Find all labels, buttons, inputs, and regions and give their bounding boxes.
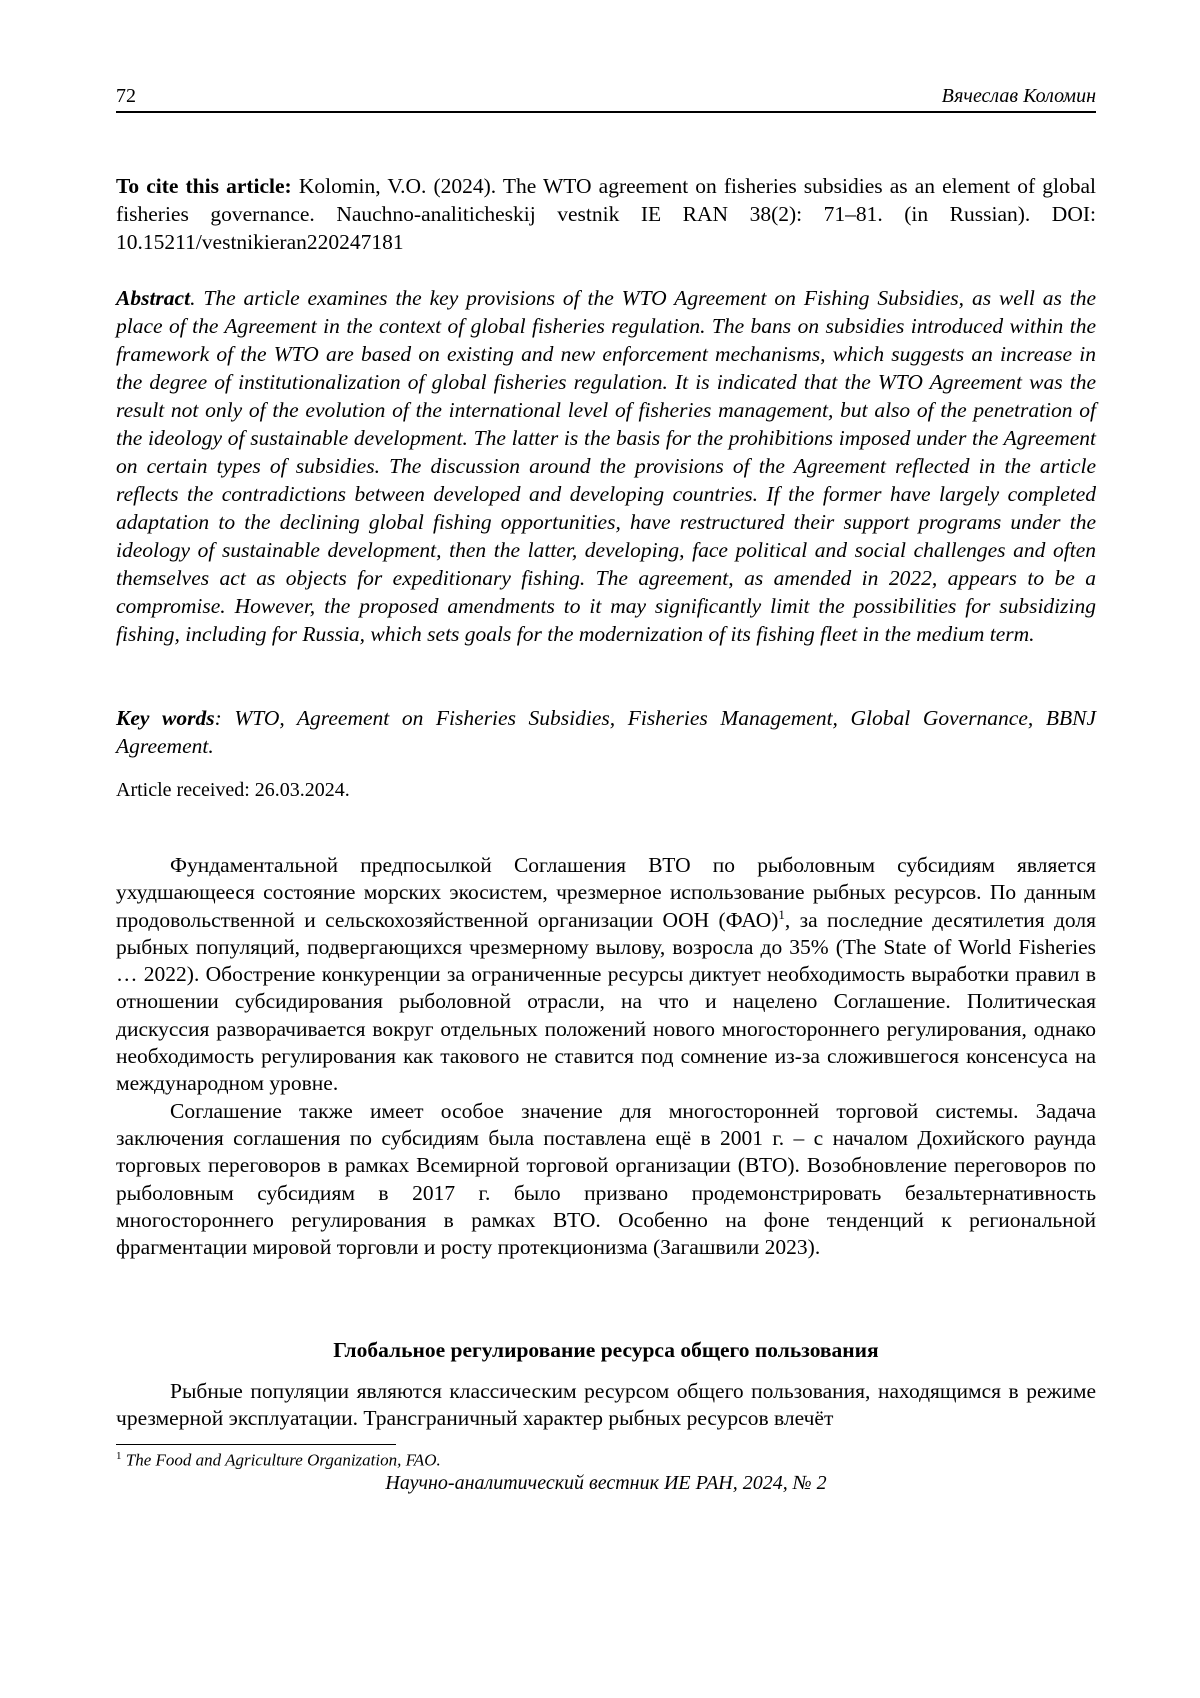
abstract-label: Abstract [116,286,191,310]
running-header [116,85,1096,113]
paragraph-1: Фундаментальной предпосылкой Соглашения ВТО по рыболовным субсидиям является ухудшающееся состояние морских экосистем, чрезмерное использование рыбных ресурсов. По данным продовольственной и сельскохозяйственной организации ООН (ФАО)$^1$, за последние десятилетия доля рыбных популяций, подвергающихся чрезмерному вылову, возросла до 35% (The State of World Fisheries … 2022). Обострение конкуренции за ограниченные ресурсы диктует необходимость выработки правил в отношении субсидирования рыболовной отрасли, на что и нацелено Соглашение. Политическая дискуссия разворачивается вокруг отдельных положений нового многостороннего регулирования, однако необходимость регулирования как такового не ставится под сомнение из-за сложившегося консенсуса на международном уровне. [116,853,1097,1096]
section-heading: Глобальное регулирование ресурса общего пользования [333,1338,879,1362]
citation-block [116,172,1096,256]
keywords-block [116,704,1096,760]
footnote [116,1450,441,1471]
abstract-block [116,284,1096,648]
body-section-1 [116,852,1096,1261]
paragraph-3: Рыбные популяции являются классическим ресурсом общего пользования, находящимся в режиме чрезмерной эксплуатации. Трансграничный характер рыбных ресурсов влечёт [116,1379,1096,1431]
keywords-text: : WTO, Agreement on Fisheries Subsidies, Fisheries Management, Global Governance, BBNJ Agreement. [116,706,1097,758]
citation-text: Kolomin, V.O. (2024). The WTO agreement on fisheries subsidies as an element of global fisheries governance. Nauchno-analiticheskij vestnik IE RAN 38(2): 71–81. (in Russian). DOI: 10.15211/vestnikieran220247181 [116,174,1096,254]
footnote-ref[interactable]: 1 [778,906,785,922]
citation-label: To cite this article: [116,174,292,198]
abstract-text: . The article examines the key provisions of the WTO Agreement on Fishing Subsidies, as well as the place of the Agreement in the context of global fisheries regulation. The bans on subsidies introduced within the framework of the WTO are based on existing and new enforcement mechanisms, which suggests an increase in the degree of institutionalization of global fisheries regulation. It is indicated that the WTO Agreement was the result not only of the evolution of the international level of fisheries management, but also of the penetration of the ideology of sustainable development. The latter is the basis for the prohibitions imposed under the Agreement on certain types of subsidies. The discussion around the provisions of the Agreement reflected in the article reflects the contradictions between developed and developing countries. If the former have largely completed adaptation to the declining global fishing opportunities, have restructured their support programs under the ideology of sustainable development, then the latter, developing, face political and social challenges and often themselves act as objects for expeditionary fishing. The agreement, as amended in 2022, appears to be a compromise. However, the proposed amendments to it may significantly limit the possibilities for subsidizing fishing, including for Russia, which sets goals for the modernization of its fishing fleet in the medium term. [116,286,1096,646]
footnote-number: 1 [116,1450,122,1462]
paragraph-2: Соглашение также имеет особое значение для многосторонней торговой системы. Задача заключения соглашения по субсидиям была поставлена ещё в 2001 г. – с началом Дохийского раунда торговых переговоров в рамках Всемирной торговой организации (ВТО). Возобновление переговоров по рыболовным субсидиям в 2017 г. было призвано продемонстрировать безальтернативность многостороннего регулирования в рамках ВТО. Особенно на фоне тенденций к региональной фрагментации мировой торговли и росту протекционизма (Загашвили 2023). [116,1098,1096,1260]
journal-footer: Научно-аналитический вестник ИЕ РАН, 2024, № 2 [385,1472,827,1494]
running-author: Вячеслав Коломин [941,85,1096,107]
keywords-label: Key words [116,706,215,730]
body-section-2 [116,1378,1096,1433]
page-number: 72 [116,85,136,107]
footnote-text: The Food and Agriculture Organization, FAO. [125,1450,441,1470]
footnote-divider [116,1444,396,1445]
article-received: Article received: 26.03.2024. [116,779,350,801]
